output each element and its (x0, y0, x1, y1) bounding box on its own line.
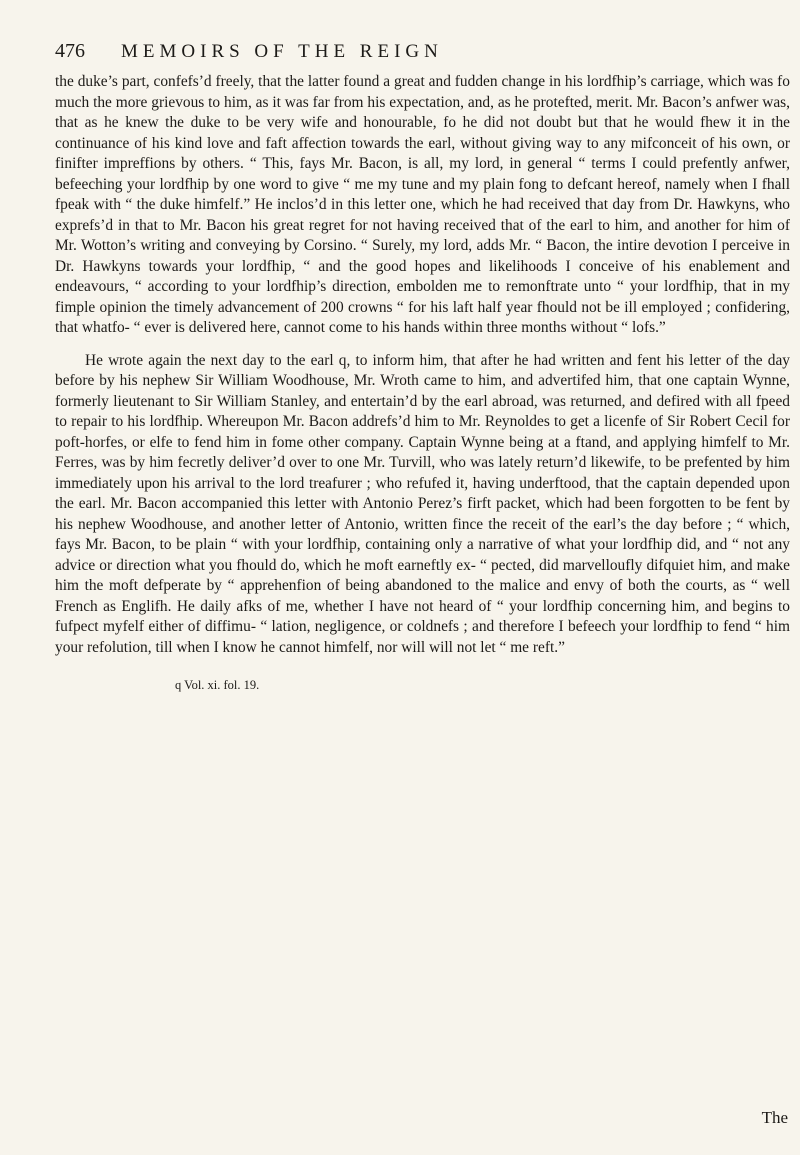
paragraph-letter: He wrote again the next day to the earl q, to inform him, that after he had written and fent his letter of the day before by his nephew Sir William Woodhouse, Mr. Wroth came to him, and advertifed him, that one captain Wynne, formerly lieutenant to Sir William Stanley, and entertain’d by the earl abroad, was returned, and defired with all fpeed to repair to his lordfhip. Whereupon Mr. Bacon addrefs’d him to Mr. Reynoldes to get a licenfe of Sir Robert Cecil for poft-horfes, or elfe to fend him in fome other company. Captain Wynne being at a ftand, and applying himfelf to Mr. Ferres, was by him fecretly deliver’d over to one Mr. Turvill, who was lately return’d likewife, to be prefented by him immediately upon his arrival to the lord treafurer ; who refufed it, having underftood, that the captain depended upon the earl. Mr. Bacon accompanied this letter with Antonio Perez’s firft packet, which had been forgotten to be fent by his nephew Woodhouse, and another letter of Antonio, written fince the receit of the earl’s the day before ; “ which, fays Mr. Bacon, to be plain “ with your lordfhip, containing only a narrative of what your lordfhip did, and “ not any advice or direction what you fhould do, which he moft earneftly ex- “ pected, did marvelloufly difquiet him, and make him the moft defperate by “ apprehenfion of being abandoned to the malice and envy of both the courts, as “ well French as Englifh. He daily afks of me, whether I have not heard of “ your lordfhip concerning him, and begins to fufpect myfelf either of diffimu- “ lation, negligence, or coldnefs ; and therefore I befeech your lordfhip to fend “ him your refolution, till when I know he cannot himfelf, nor will will not let “ me reft.” (55, 351, 790, 656)
paragraph-continuation: the duke’s part, confefs’d freely, that the latter found a great and fudden change in his lordfhip’s carriage, which was fo much the more grievous to him, as it was far from his expectation, and, as he protefted, merit. Mr. Bacon’s anfwer was, that as he knew the duke to be very wife and honourable, fo he did not doubt but that he would fhew it in the continuance of his kind love and faft affection towards the earl, without giving way to any mifconceit of his own, or finifter impreffions by others. “ This, fays Mr. Bacon, is all, my lord, in general “ terms I could prefently anfwer, befeeching your lordfhip by one word to give “ me my tune and my plain fong to defcant hereof, namely when I fhall fpeak with “ the duke himfelf.” He inclos’d in this letter one, which he had received that day from Dr. Hawkyns, who exprefs’d in that to Mr. Bacon his great regret for not having received that of the earl to him, and another for him of Mr. Wotton’s writing and conveying by Corsino. “ Surely, my lord, adds Mr. “ Bacon, the intire devotion I perceive in Dr. Hawkyns towards your lordfhip, “ and the good hopes and likelihoods I conceive of his enablement and endeavours, “ according to your lordfhip’s direction, embolden me to remonftrate unto “ your lordfhip, that in my fimple opinion the timely advancement of 200 crowns “ for his laft half year fhould not be ill employed ; confidering, that whatfo- “ ever is delivered here, cannot come to his hands within three months without “ lofs.” (55, 73, 790, 336)
running-head: MEMOIRS OF THE REIGN (121, 41, 443, 62)
page-number: 476 (55, 40, 85, 62)
footnote: q Vol. xi. fol. 19. (175, 678, 260, 692)
page-header (55, 40, 790, 66)
book-page (55, 40, 790, 693)
catchword: The (761, 1108, 788, 1127)
